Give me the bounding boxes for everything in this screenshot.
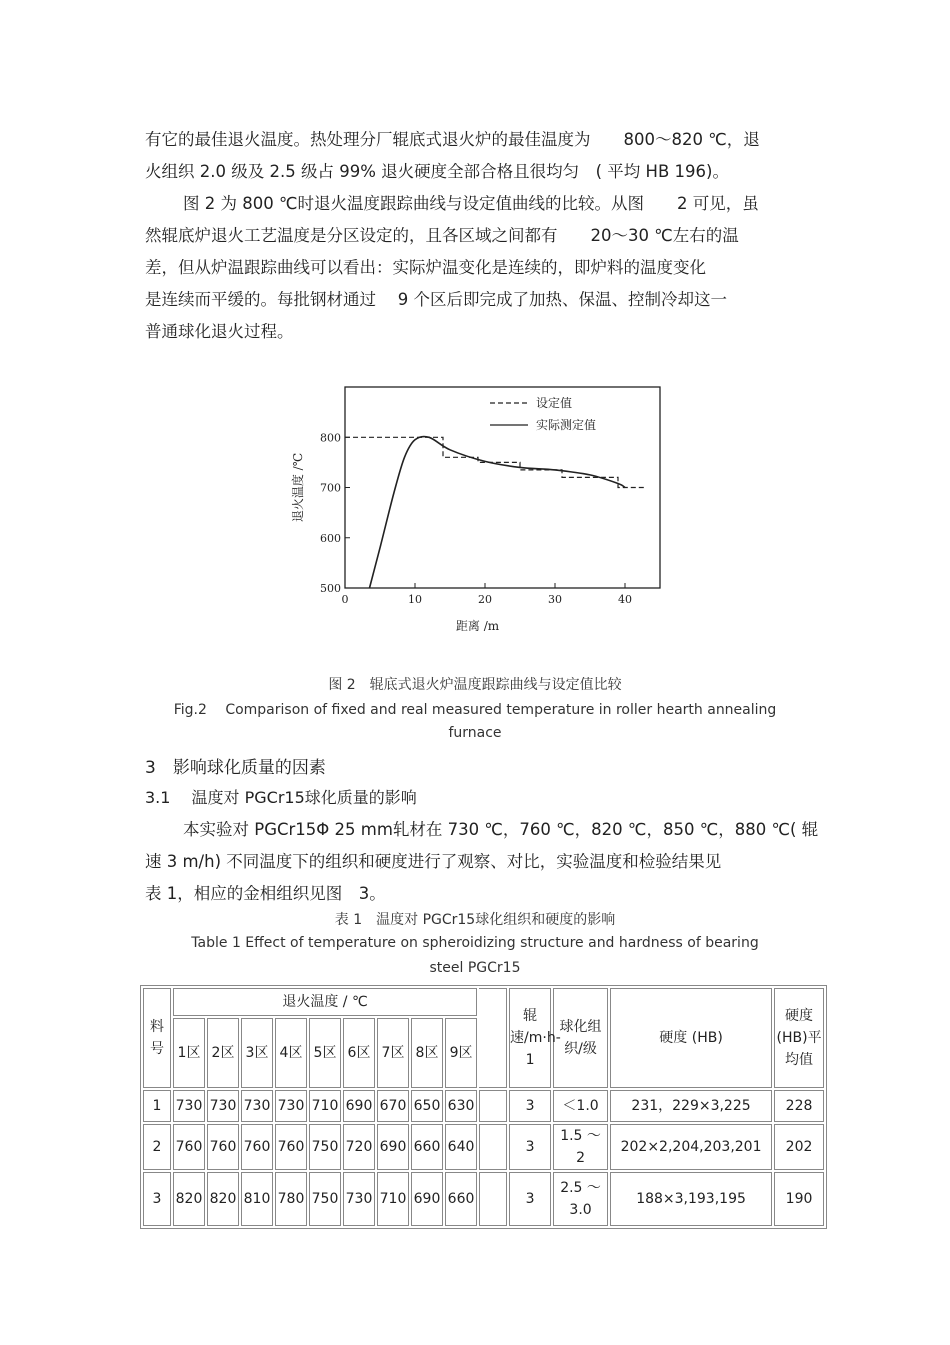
table-row [143,1172,824,1226]
temperature-chart [270,370,680,640]
header-temp-group: 退火温度 / ℃ [173,988,477,1016]
series-measured-line [370,436,626,588]
cell-zone-temp: 660 [445,1172,477,1226]
table-body [143,1090,824,1226]
cell-zone-temp: 730 [207,1090,239,1122]
chart-axes [290,387,660,633]
table-row [143,1124,824,1170]
header-zone: 4区 [275,1018,307,1088]
cell-zone-temp: 760 [207,1124,239,1170]
cell-zone-temp: 730 [173,1090,205,1122]
paragraph-line: 火组织 2.0 级及 2.5 级占 99% 退火硬度全部合格且很均匀 ( 平均 HB 196)。 [145,162,729,181]
cell-zone-temp: 660 [411,1124,443,1170]
paragraph-line: 表 1，相应的金相组织见图 3。 [145,884,386,903]
subsection-heading: 3.1 温度对 PGCr15球化质量的影响 [145,788,417,807]
cell-zone-temp [479,1124,507,1170]
cell-zone-temp: 760 [275,1124,307,1170]
y-tick-label: 600 [320,531,341,545]
table-caption-cn: 表 1 温度对 PGCr15球化组织和硬度的影响 [334,912,616,928]
cell-zone-temp: 670 [377,1090,409,1122]
paragraph-line: 本实验对 PGCr15Φ 25 mm轧材在 730 ℃，760 ℃，820 ℃，850 ℃，880 ℃( 辊 [183,820,819,839]
header-hardness: 硬度 (HB) [610,988,772,1088]
plot-frame [345,387,660,588]
header-zone: 6区 [343,1018,375,1088]
cell-hardness: 231，229×3,225 [610,1090,772,1122]
y-tick-label: 500 [320,582,341,595]
cell-zone-temp: 730 [275,1090,307,1122]
cell-zone-temp [479,1090,507,1122]
cell-zone-temp: 650 [411,1090,443,1122]
cell-zone-temp: 820 [173,1172,205,1226]
table-caption-en-2: steel PGCr15 [429,960,521,976]
cell-zone-temp: 780 [275,1172,307,1226]
cell-hardness: 188×3,193,195 [610,1172,772,1226]
y-axis-label: 退火温度 /℃ [291,452,305,523]
section-heading: 3 影响球化质量的因素 [145,758,326,778]
chart-series [345,436,646,588]
y-tick-label: 700 [320,481,341,495]
header-zone: 8区 [411,1018,443,1088]
paragraph-line: 有它的最佳退火温度。热处理分厂辊底式退火炉的最佳温度为 800～820 ℃，退 [145,130,760,149]
cell-grade: 2.5 ～ 3.0 [553,1172,608,1226]
x-tick-label: 10 [408,593,422,606]
cell-zone-temp: 730 [241,1090,273,1122]
cell-zone-temp: 640 [445,1124,477,1170]
cell-speed: 3 [509,1124,551,1170]
x-tick-label: 30 [548,593,562,606]
cell-material: 2 [143,1124,171,1170]
header-grade: 球化组织/级 [553,988,608,1088]
cell-zone-temp: 730 [343,1172,375,1226]
table-caption-en: Table 1 Effect of temperature on spheroidizing structure and hardness of bearing [191,935,759,951]
header-zone: 1区 [173,1018,205,1088]
header-zone: 5区 [309,1018,341,1088]
cell-material: 3 [143,1172,171,1226]
header-avg: 硬度(HB)平均值 [774,988,824,1088]
y-tick-label: 800 [320,431,341,445]
cell-grade: 1.5 ～ 2 [553,1124,608,1170]
header-zone: 2区 [207,1018,239,1088]
cell-zone-temp: 750 [309,1124,341,1170]
cell-zone-temp: 630 [445,1090,477,1122]
paragraph-line: 差，但从炉温跟踪曲线可以看出：实际炉温变化是连续的，即炉料的温度变化 [145,258,706,277]
cell-zone-temp: 720 [343,1124,375,1170]
x-tick-label: 40 [618,593,632,606]
x-tick-label: 0 [341,593,349,606]
cell-zone-temp: 760 [173,1124,205,1170]
header-zone: 9区 [445,1018,477,1088]
chart-legend [490,395,596,432]
cell-speed: 3 [509,1090,551,1122]
figure-caption-en-2: furnace [448,725,502,741]
cell-avg: 190 [774,1172,824,1226]
cell-zone-temp: 750 [309,1172,341,1226]
x-tick-label: 20 [478,593,492,606]
header-zone: 7区 [377,1018,409,1088]
cell-zone-temp: 810 [241,1172,273,1226]
cell-avg: 228 [774,1090,824,1122]
cell-zone-temp: 690 [377,1124,409,1170]
header-material: 料号 [143,988,171,1088]
legend-label: 设定值 [536,396,573,410]
cell-zone-temp: 690 [343,1090,375,1122]
paragraph-line: 图 2 为 800 ℃时退火温度跟踪曲线与设定值曲线的比较。从图 2 可见，虽 [183,194,759,213]
cell-zone-temp: 710 [309,1090,341,1122]
cell-zone-temp [479,1172,507,1226]
cell-zone-temp: 690 [411,1172,443,1226]
paragraph-line: 速 3 m/h) 不同温度下的组织和硬度进行了观察、对比，实验温度和检验结果见 [145,852,722,871]
cell-zone-temp: 760 [241,1124,273,1170]
table-row [143,1090,824,1122]
figure-caption-cn: 图 2 辊底式退火炉温度跟踪曲线与设定值比较 [328,677,622,693]
header-speed: 辊速/m·h-1 [509,988,551,1088]
cell-zone-temp: 710 [377,1172,409,1226]
cell-speed: 3 [509,1172,551,1226]
x-axis-label: 距离 /m [455,619,500,633]
series-setpoint-line [345,437,646,487]
paragraph-line: 是连续而平缓的。每批钢材通过 9 个区后即完成了加热、保温、控制冷却这一 [145,290,727,309]
cell-hardness: 202×2,204,203,201 [610,1124,772,1170]
legend-label: 实际测定值 [536,418,597,432]
cell-avg: 202 [774,1124,824,1170]
paragraph-line: 普通球化退火过程。 [145,322,294,341]
results-table [140,985,827,1229]
header-zone: 3区 [241,1018,273,1088]
paragraph-line: 然辊底炉退火工艺温度是分区设定的，且各区域之间都有 20～30 ℃左右的温 [145,226,739,245]
cell-zone-temp: 820 [207,1172,239,1226]
cell-grade: ＜1.0 [553,1090,608,1122]
cell-material: 1 [143,1090,171,1122]
figure-caption-en: Fig.2 Comparison of fixed and real measured temperature in roller hearth annealing [173,702,777,718]
